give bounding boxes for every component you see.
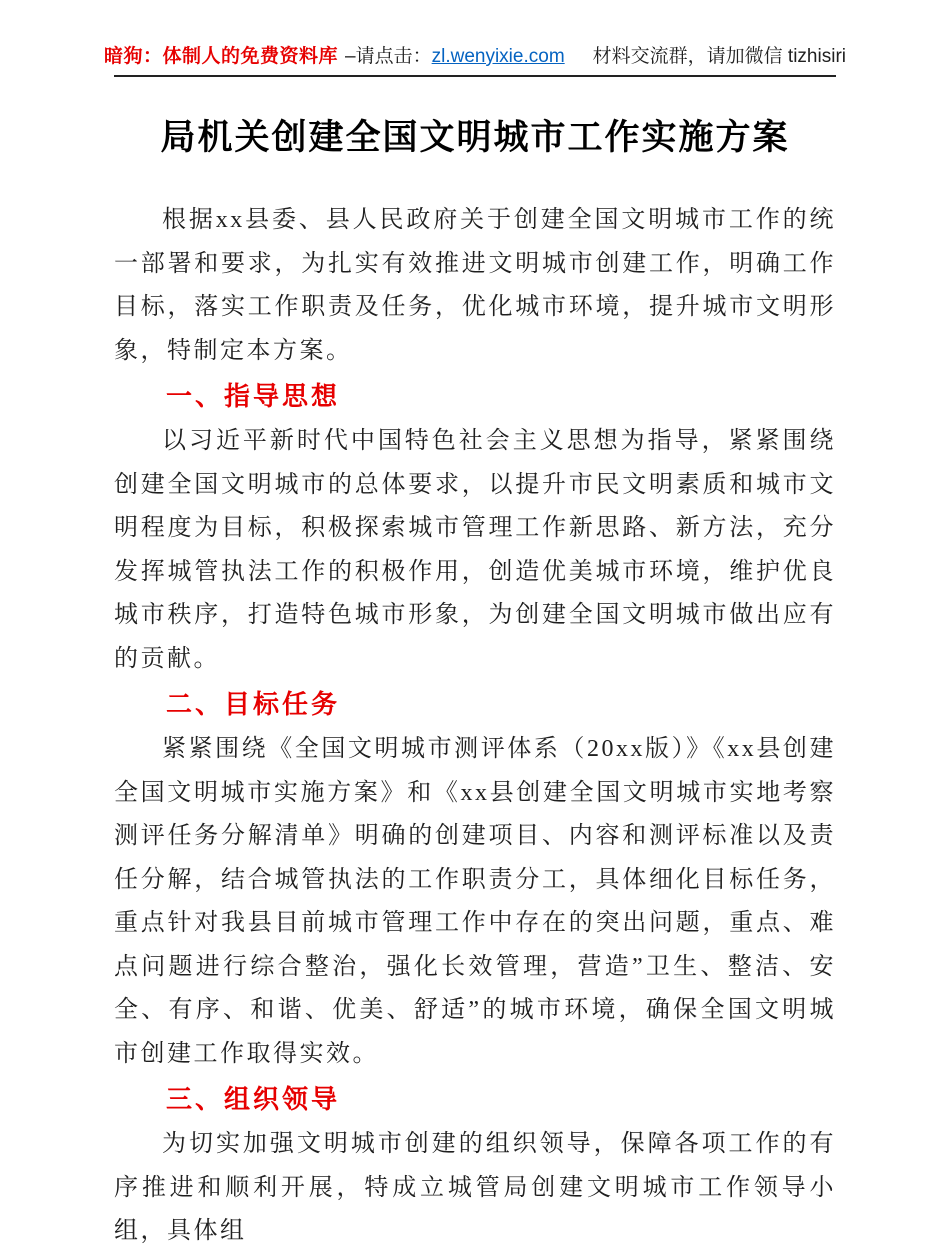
promo-link[interactable]: zl.wenyixie.com [431,46,565,67]
promo-header-row [104,44,846,77]
paragraph-guiding-ideology: 以习近平新时代中国特色社会主义思想为指导，紧紧围绕创建全国文明城市的总体要求，以提升市民文明素质和城市文明程度为目标，积极探索城市管理工作新思路、新方法，充分发挥城管执法工作的积极作用，创造优美城市环境，维护优良城市秩序，打造特色城市形象，为创建全国文明城市做出应有的贡献。 [114,428,836,672]
document-title: 局机关创建全国文明城市工作实施方案 [160,118,790,157]
paragraph-organization-leadership: 为切实加强文明城市创建的组织领导，保障各项工作的有序推进和顺利开展，特成立城管局创建文明城市工作领导小组，具体组 [114,1131,836,1244]
paragraph-intro: 根据xx县委、县人民政府关于创建全国文明城市工作的统一部署和要求，为扎实有效推进文明城市创建工作，明确工作目标，落实工作职责及任务，优化城市环境，提升城市文明形象，特制定本方案。 [114,207,836,364]
promo-site-label: 暗狗：体制人的免费资料库 [104,46,339,67]
promo-header [104,0,846,77]
paragraph-target-tasks: 紧紧围绕《全国文明城市测评体系（20xx版）》《xx县创建全国文明城市实施方案》和《xx县创建全国文明城市实地考察测评任务分解清单》明确的创建项目、内容和测评标准以及责任分解，结合城管执法的工作职责分工，具体细化目标任务，重点针对我县目前城市管理工作中存在的突出问题，重点、难点问题进行综合整治，强化长效管理，营造”卫生、整洁、安全、有序、和谐、优美、舒适”的城市环境，确保全国文明城市创建工作取得实效。 [114,736,836,1067]
section-heading-organization-leadership: 三、组织领导 [166,1084,341,1114]
section-heading-target-tasks: 二、目标任务 [166,689,341,719]
promo-group-note: 材料交流群，请加微信 tizhisiri [592,46,846,67]
promo-click-prompt: –请点击： [345,46,432,67]
document-body [114,199,836,1254]
section-heading-guiding-ideology: 一、指导思想 [166,381,341,411]
